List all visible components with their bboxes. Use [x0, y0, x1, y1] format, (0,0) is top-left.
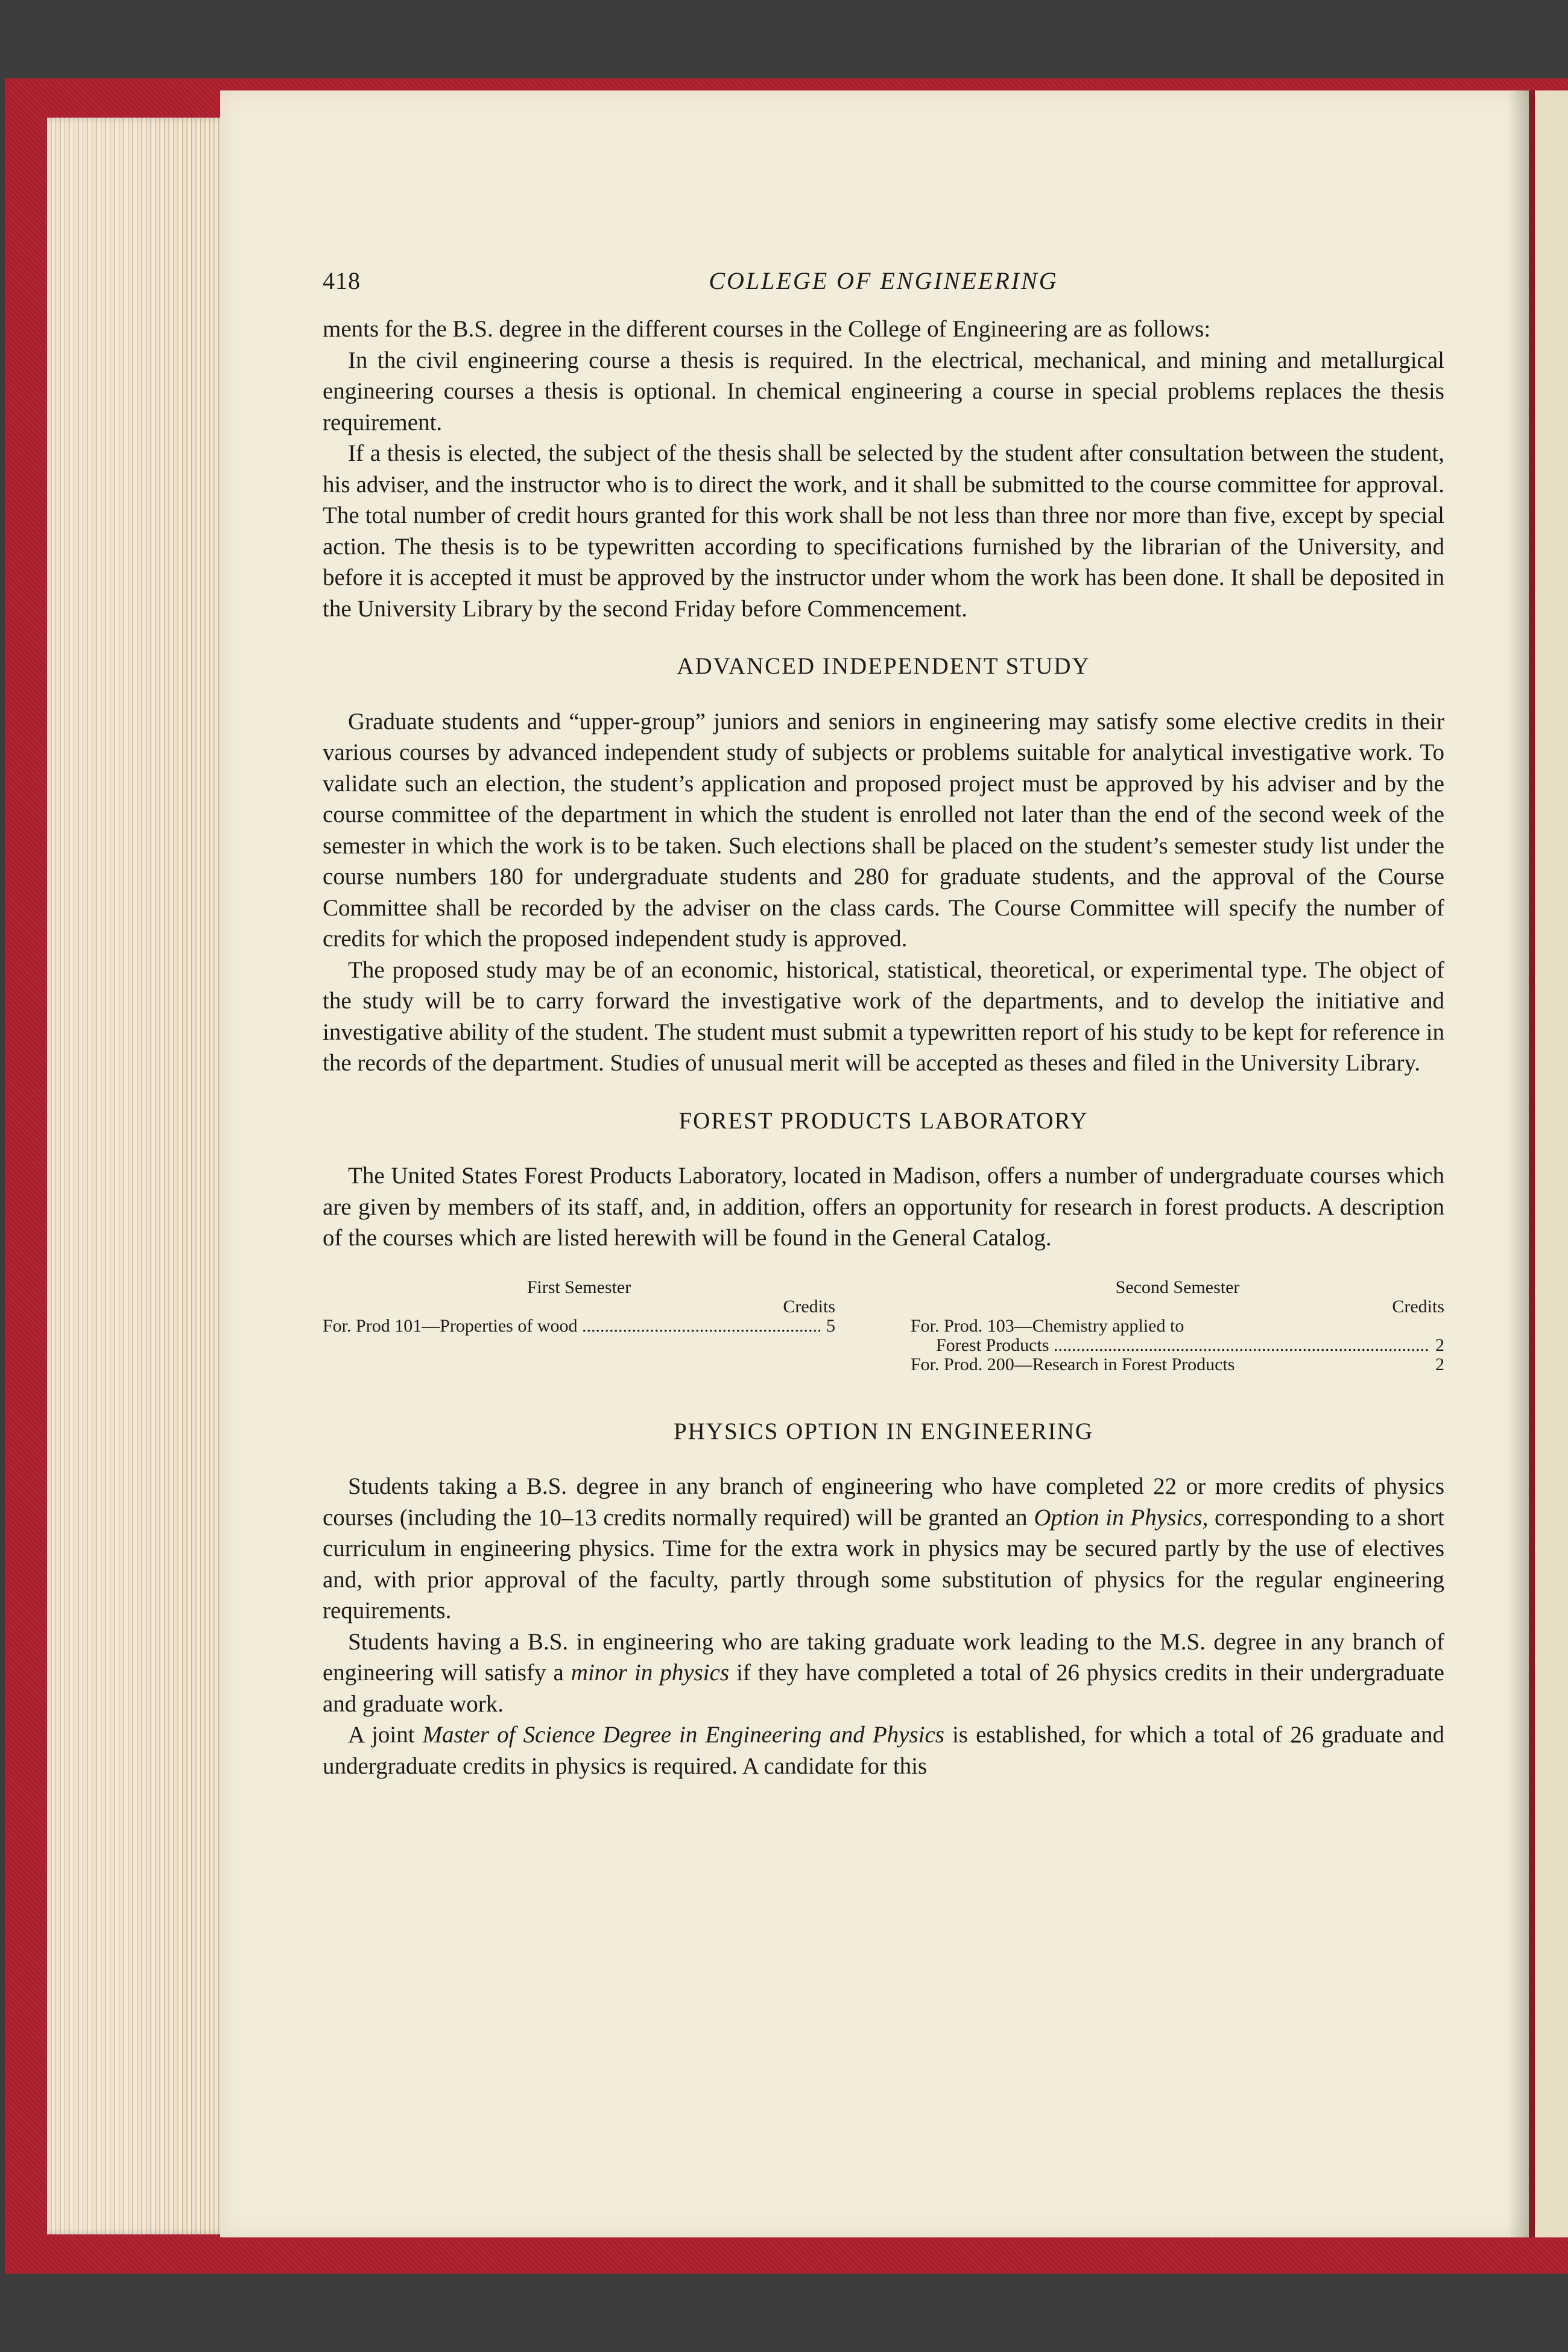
first-semester-heading: First Semester: [526, 1277, 631, 1297]
second-semester-heading: Second Semester: [1115, 1277, 1240, 1297]
section-heading-forest-products: FOREST PRODUCTS LABORATORY: [678, 1107, 1089, 1134]
first-semester-column: [323, 1278, 835, 1336]
forest-products-paragraph: The United States Forest Products Laboratory, located in Madison, offers a number of undergraduate courses which are given by members of its staff, and, in addition, offers an opportunity for research in forest products. A description of the courses which are listed herewith will be found in the General Catalog.: [323, 1163, 1444, 1251]
intro-paragraph: In the civil engineering course a thesis is required. In the electrical, mechanical, and mining and metallurgical engineering courses a thesis is optional. In chemical engineering a course in special problems replaces the thesis requirement.: [323, 347, 1444, 435]
page-content: [323, 265, 1444, 1781]
page-number: 418: [323, 267, 361, 294]
emphasis-degree-name: Master of Science Degree in Engineering and Physics: [422, 1722, 944, 1748]
course-row: [323, 1317, 835, 1336]
course-name: For. Prod 101—Properties of wood .....: [323, 1317, 820, 1336]
second-semester-column: [911, 1278, 1444, 1374]
course-credits: 5: [826, 1315, 835, 1336]
physics-paragraph: A joint Master of Science Degree in Engineering and Physics is established, for which a total of 26 graduate and undergraduate credits in physics is required. A candidate for this: [323, 1722, 1444, 1779]
running-head: [323, 265, 1444, 314]
course-credits: 2: [1435, 1354, 1444, 1374]
emphasis-option-in-physics: Option in Physics,: [1034, 1504, 1209, 1531]
running-title: COLLEGE OF ENGINEERING: [709, 267, 1058, 294]
course-name: For. Prod. 103—Chemistry applied to: [911, 1316, 1184, 1336]
credits-heading: Credits: [783, 1296, 835, 1317]
credits-heading: Credits: [1392, 1296, 1444, 1317]
intro-paragraph: ments for the B.S. degree in the different courses in the College of Engineering are as follows:: [323, 316, 1211, 342]
intro-paragraph: If a thesis is elected, the subject of the thesis shall be selected by the student after consultation between the student, his adviser, and the instructor who is to direct the work, and it shall be submitted to the course committee for approval. The total number of credit hours granted for this work shall be not less than three nor more than five, except by special action. The thesis is to be typewritten according to specifications furnished by the librarian of the University, and before it is accepted it must be approved by the instructor under whom the work has been done. It shall be deposited in the University Library by the second Friday before Commencement.: [323, 440, 1444, 622]
course-name-continued: Forest Products .....: [936, 1336, 1429, 1355]
section-heading-advanced-study: ADVANCED INDEPENDENT STUDY: [677, 653, 1090, 679]
page-gutter: [1508, 90, 1535, 2237]
section-heading-physics-option: PHYSICS OPTION IN ENGINEERING: [673, 1418, 1094, 1444]
advanced-study-paragraph: Graduate students and “upper-group” juniors and seniors in engineering may satisfy some elective credits in their various courses by advanced independent study of subjects or problems suitable for analytical investigative work. To validate such an election, the student’s application and proposed project must be approved by his adviser and by the course committee of the department in which the student is enrolled not later than the end of the second week of the semester in which the work is to be taken. Such elections shall be placed on the student’s semester study list under the course numbers 180 for undergraduate students and 280 for graduate students, and the approval of the Course Committee shall be recorded by the adviser on the class cards. The Course Committee will specify the number of credits for which the proposed independent study is approved.: [323, 708, 1444, 952]
course-row: [911, 1355, 1444, 1374]
physics-paragraph: Students taking a B.S. degree in any branch of engineering who have completed 22 or more credits of physics courses (including the 10–13 credits normally required) will be granted an Option in Physics, corresponding to a short curriculum in engineering physics. Time for the extra work in physics may be secured partly by the use of electives and, with prior approval of the faculty, partly through some substitution of physics for the regular engineering requirements.: [323, 1473, 1444, 1623]
facing-page-edge: [1535, 90, 1568, 2237]
course-row: [911, 1317, 1444, 1336]
physics-paragraph: Students having a B.S. in engineering who are taking graduate work leading to the M.S. degree in any branch of engineering will satisfy a minor in physics if they have completed a total of 26 physics credits in their undergraduate and graduate work.: [323, 1628, 1444, 1717]
course-credits: 2: [1435, 1335, 1444, 1355]
course-row-continued: [911, 1336, 1444, 1355]
course-name: For. Prod. 200—Research in Forest Products: [911, 1355, 1235, 1374]
advanced-study-paragraph: The proposed study may be of an economic, historical, statistical, theoretical, or experimental type. The object of the study will be to carry forward the investigative work of the departments, and to develop the initiative and investigative ability of the student. The student must submit a typewritten report of his study to be kept for reference in the records of the department. Studies of unusual merit will be accepted as theses and filed in the University Library.: [323, 956, 1444, 1076]
emphasis-minor-in-physics: minor in physics: [571, 1660, 730, 1686]
course-listing: [323, 1278, 1444, 1389]
page-edges: [47, 118, 228, 2234]
